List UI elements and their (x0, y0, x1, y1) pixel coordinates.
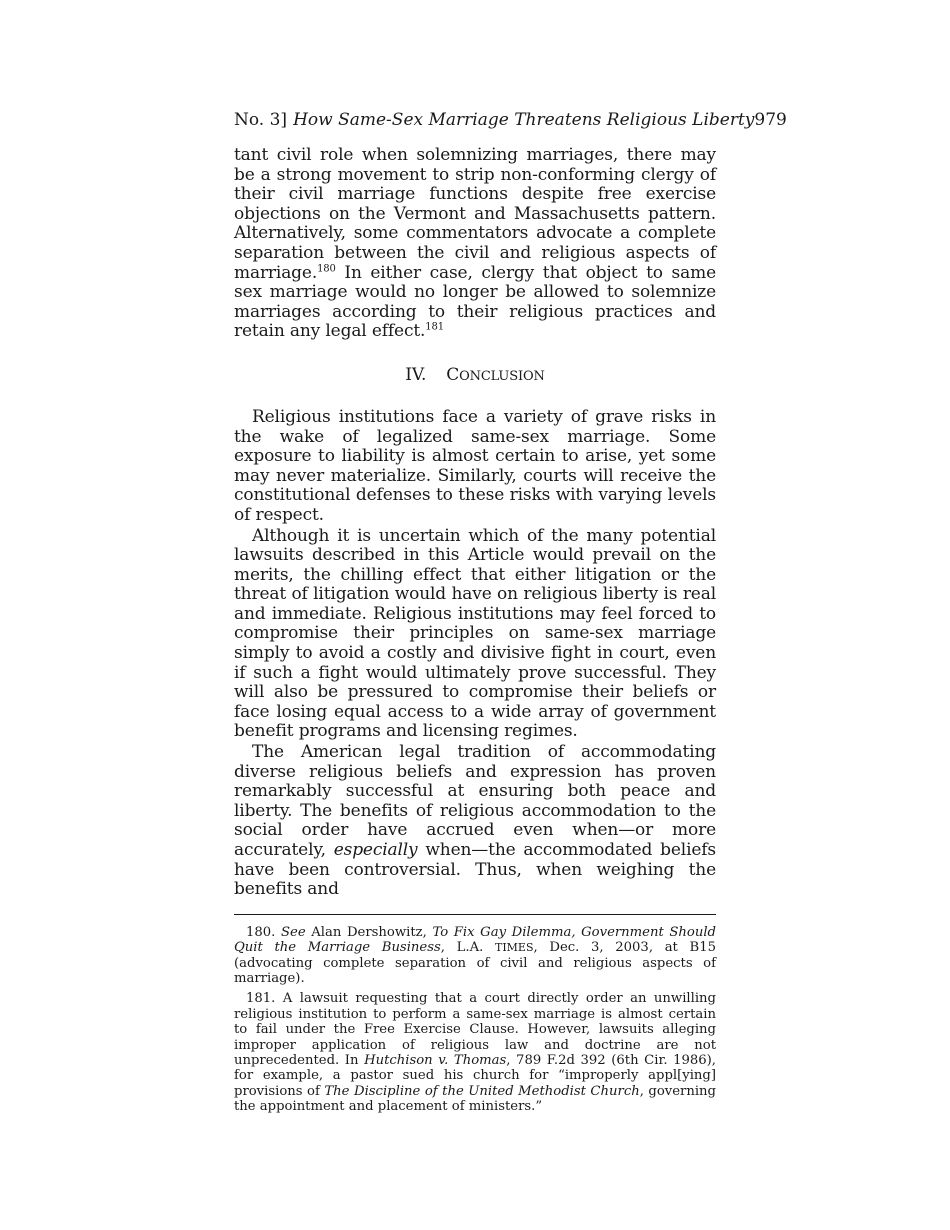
footnote-181 (234, 991, 716, 1114)
footnote-180-title: To Fix Gay Dilemma, Government Should Quit the Marriage Business (234, 924, 717, 956)
footnote-180-publication: , L.A. (440, 940, 495, 956)
paragraph-2: Although it is uncertain which of the many potential lawsuits described in this Article would prevail on the merits, the chilling effect that either litigation or the threat of litigation would have on religious liberty is real and immediate. Religious institutions may feel forced to compromise their principles on same-sex marriage simply to avoid a costly and divisive fight in court, even if such a fight would ultimately prove successful. They will also be pressured to compromise their beliefs or face losing equal access to a wide array of government benefit programs and licensing regimes. (234, 525, 716, 742)
paragraph-3 (234, 743, 716, 900)
footnote-180 (234, 925, 716, 987)
section-title-initial: C (446, 364, 460, 385)
paragraph-3-part-b: when—the accommodated beliefs have been controversial. Thus, when weighing the benefits and (234, 840, 717, 900)
issue-number: No. 3] (234, 110, 288, 130)
page-number: 979 (754, 110, 787, 130)
footnote-181-text-b: , 789 F.2d 392 (6th Cir. 1986), for example, a pastor sued his church for “improperly appl[ying] provisions of (234, 1053, 716, 1099)
paragraph-3-part-a: The American legal tradition of accommodating diverse religious beliefs and expression has proven remarkably successful at ensuring both peace and liberty. The benefits of religious accommodation to the social order have accrued even when—or more accurately, (234, 742, 716, 860)
footnote-180-publication-smallcaps: TIMES (494, 941, 534, 955)
section-heading (234, 364, 716, 388)
footnotes (234, 925, 716, 1115)
section-title-rest: ONCLUSION (459, 368, 545, 384)
footnote-180-rest: , Dec. 3, 2003, at B15 (advocating complete separation of civil and religious aspects of marriage). (234, 940, 717, 986)
section-number: IV. (405, 364, 427, 385)
footnote-181-case-name: Hutchison v. Thomas (364, 1053, 507, 1069)
footnote-181-text-a: A lawsuit requesting that a court directly order an unwilling religious institution to perform a same-sex marriage is almost certain to fail under the Free Exercise Clause. However, lawsuits alleging improper application of religious law and doctrine are not unprecedented. In (234, 991, 716, 1069)
footnote-181-number: 181. (246, 991, 276, 1007)
footnote-ref-181: 181 (425, 321, 444, 333)
body-text (234, 146, 716, 900)
running-header (234, 108, 787, 132)
continuation-text-2: In either case, clergy that object to same sex marriage would no longer be allowed to solemnize marriages according to their religious practices and retain any legal effect. (234, 262, 716, 342)
paragraph-3-emphasis: especially (333, 840, 418, 860)
footnote-180-author: Alan Dershowitz, (305, 924, 433, 940)
continuation-text-1: tant civil role when solemnizing marriages, there may be a strong movement to strip non-conforming clergy of their civil marriage functions despite free exercise objections on the Vermont and Massachusetts pattern. Alternatively, some commentators advocate a complete separation between the civil and religious aspects of marriage. (234, 145, 716, 283)
paragraph-1: Religious institutions face a variety of grave risks in the wake of legalized same-sex marriage. Some exposure to liability is almost certain to arise, yet some may never materialize. Similarly, courts will receive the constitutional defenses to these risks with varying levels of respect. (234, 406, 716, 525)
footnote-180-signal: See (281, 924, 306, 940)
continuation-paragraph (234, 146, 716, 342)
header-left (234, 108, 754, 132)
running-title: How Same-Sex Marriage Threatens Religious Liberty (293, 110, 755, 130)
footnote-181-book-title: The Discipline of the United Methodist Church (324, 1083, 640, 1099)
footnote-divider (234, 914, 716, 915)
footnote-180-number: 180. (246, 924, 276, 940)
page (234, 108, 787, 1120)
footnote-ref-180: 180 (317, 262, 336, 274)
footnote-181-text-c: , governing the appointment and placement of ministers.” (234, 1083, 716, 1115)
